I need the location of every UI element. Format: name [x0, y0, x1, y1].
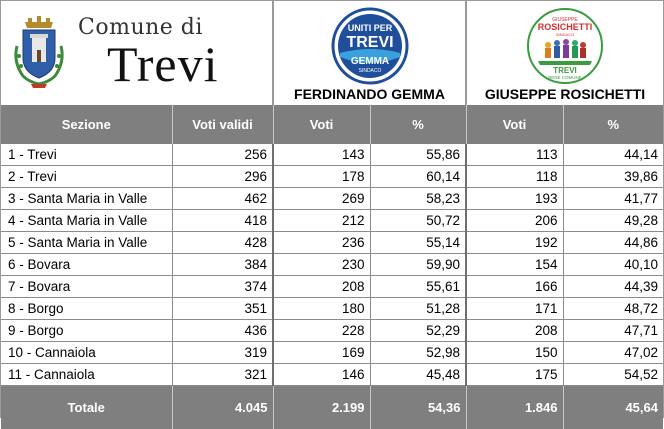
table-row: [1, 364, 663, 386]
cell-c2-voti: 206: [466, 210, 563, 232]
cell-c1-pct: 59,90: [370, 254, 466, 276]
logo2-line5: BENE COMUNE: [548, 75, 582, 80]
cell-c2-pct: 48,72: [563, 298, 663, 320]
cell-c1-voti: 236: [273, 232, 370, 254]
total-c2-pct: 45,64: [563, 386, 663, 429]
total-c1-pct: 54,36: [370, 386, 466, 429]
table-row: [1, 342, 663, 364]
cell-c1-voti: 269: [273, 188, 370, 210]
cell-voti-validi: 351: [172, 298, 273, 320]
cell-c1-voti: 146: [273, 364, 370, 386]
cell-c2-pct: 41,77: [563, 188, 663, 210]
candidate-2-name: GIUSEPPE ROSICHETTI: [467, 86, 663, 102]
cell-sezione: 11 - Cannaiola: [1, 364, 172, 386]
cell-sezione: 8 - Borgo: [1, 298, 172, 320]
logo1-line1: UNITI PER: [348, 23, 393, 33]
cell-c1-pct: 51,28: [370, 298, 466, 320]
cell-c1-voti: 178: [273, 166, 370, 188]
cell-c1-voti: 212: [273, 210, 370, 232]
cell-c2-voti: 150: [466, 342, 563, 364]
cell-c1-pct: 45,48: [370, 364, 466, 386]
table-row: [1, 276, 663, 298]
cell-voti-validi: 428: [172, 232, 273, 254]
cell-sezione: 4 - Santa Maria in Valle: [1, 210, 172, 232]
total-c1-voti: 2.199: [273, 386, 370, 429]
cell-c1-pct: 55,61: [370, 276, 466, 298]
cell-c1-pct: 52,98: [370, 342, 466, 364]
cell-c2-pct: 44,39: [563, 276, 663, 298]
cell-c2-pct: 54,52: [563, 364, 663, 386]
col-c1-pct: %: [370, 105, 466, 144]
cell-voti-validi: 436: [172, 320, 273, 342]
cell-voti-validi: 256: [172, 144, 273, 166]
cell-c2-voti: 113: [466, 144, 563, 166]
cell-c1-pct: 60,14: [370, 166, 466, 188]
total-row: [1, 386, 663, 429]
cell-c2-voti: 118: [466, 166, 563, 188]
cell-c1-pct: 50,72: [370, 210, 466, 232]
cell-c2-voti: 166: [466, 276, 563, 298]
logo2-line3: SINDACO: [556, 32, 574, 37]
cell-c2-pct: 47,02: [563, 342, 663, 364]
logo1-line2: TREVI: [346, 34, 393, 51]
cell-c1-voti: 228: [273, 320, 370, 342]
comune-label: Comune di: [78, 15, 203, 40]
town-crest-icon: [11, 16, 67, 90]
logo2-line4: TREVI: [553, 66, 577, 75]
cell-c2-pct: 49,28: [563, 210, 663, 232]
cell-c1-pct: 55,14: [370, 232, 466, 254]
cell-c2-voti: 171: [466, 298, 563, 320]
logo1-line3: GEMMA: [351, 56, 389, 67]
col-voti-validi: Voti validi: [172, 105, 273, 144]
cell-c2-pct: 47,71: [563, 320, 663, 342]
cell-sezione: 10 - Cannaiola: [1, 342, 172, 364]
cell-c2-voti: 154: [466, 254, 563, 276]
town-header: [1, 1, 273, 105]
cell-c2-pct: 39,86: [563, 166, 663, 188]
table-row: [1, 210, 663, 232]
candidate-1-name: FERDINANDO GEMMA: [274, 86, 465, 102]
total-c2-voti: 1.846: [466, 386, 563, 429]
cell-c2-voti: 208: [466, 320, 563, 342]
cell-sezione: 9 - Borgo: [1, 320, 172, 342]
trevi-bene-comune-logo-icon: [526, 7, 604, 85]
cell-c2-voti: 193: [466, 188, 563, 210]
results-table: [1, 1, 663, 429]
cell-c2-pct: 44,14: [563, 144, 663, 166]
cell-sezione: 6 - Bovara: [1, 254, 172, 276]
cell-c1-voti: 230: [273, 254, 370, 276]
column-header-row: [1, 105, 663, 144]
logo1-line4: SINDACO: [359, 68, 382, 74]
cell-voti-validi: 374: [172, 276, 273, 298]
cell-voti-validi: 462: [172, 188, 273, 210]
col-c2-voti: Voti: [466, 105, 563, 144]
table-row: [1, 166, 663, 188]
cell-sezione: 2 - Trevi: [1, 166, 172, 188]
table-row: [1, 320, 663, 342]
cell-sezione: 1 - Trevi: [1, 144, 172, 166]
candidate-1-header: [273, 1, 466, 105]
cell-c1-pct: 52,29: [370, 320, 466, 342]
total-label: Totale: [1, 386, 172, 429]
cell-c1-voti: 143: [273, 144, 370, 166]
logo2-line2: ROSICHETTI: [538, 22, 593, 32]
col-c1-voti: Voti: [273, 105, 370, 144]
town-name: Trevi: [107, 35, 219, 93]
cell-c2-pct: 40,10: [563, 254, 663, 276]
cell-voti-validi: 319: [172, 342, 273, 364]
candidate-2-header: [466, 1, 663, 105]
table-row: [1, 188, 663, 210]
cell-c1-voti: 169: [273, 342, 370, 364]
cell-c1-pct: 55,86: [370, 144, 466, 166]
col-sezione: Sezione: [1, 105, 172, 144]
results-body: [1, 144, 663, 386]
table-row: [1, 254, 663, 276]
table-row: [1, 144, 663, 166]
uniti-per-trevi-logo-icon: [331, 7, 409, 85]
total-voti-validi: 4.045: [172, 386, 273, 429]
cell-sezione: 7 - Bovara: [1, 276, 172, 298]
cell-c1-voti: 208: [273, 276, 370, 298]
cell-voti-validi: 384: [172, 254, 273, 276]
cell-voti-validi: 296: [172, 166, 273, 188]
logo2-line1: GIUSEPPE: [552, 17, 578, 23]
cell-sezione: 5 - Santa Maria in Valle: [1, 232, 172, 254]
header-row: [1, 1, 663, 105]
table-row: [1, 298, 663, 320]
cell-sezione: 3 - Santa Maria in Valle: [1, 188, 172, 210]
cell-c2-voti: 175: [466, 364, 563, 386]
cell-c1-voti: 180: [273, 298, 370, 320]
cell-c1-pct: 58,23: [370, 188, 466, 210]
col-c2-pct: %: [563, 105, 663, 144]
table-row: [1, 232, 663, 254]
cell-voti-validi: 321: [172, 364, 273, 386]
cell-c2-pct: 44,86: [563, 232, 663, 254]
cell-voti-validi: 418: [172, 210, 273, 232]
cell-c2-voti: 192: [466, 232, 563, 254]
